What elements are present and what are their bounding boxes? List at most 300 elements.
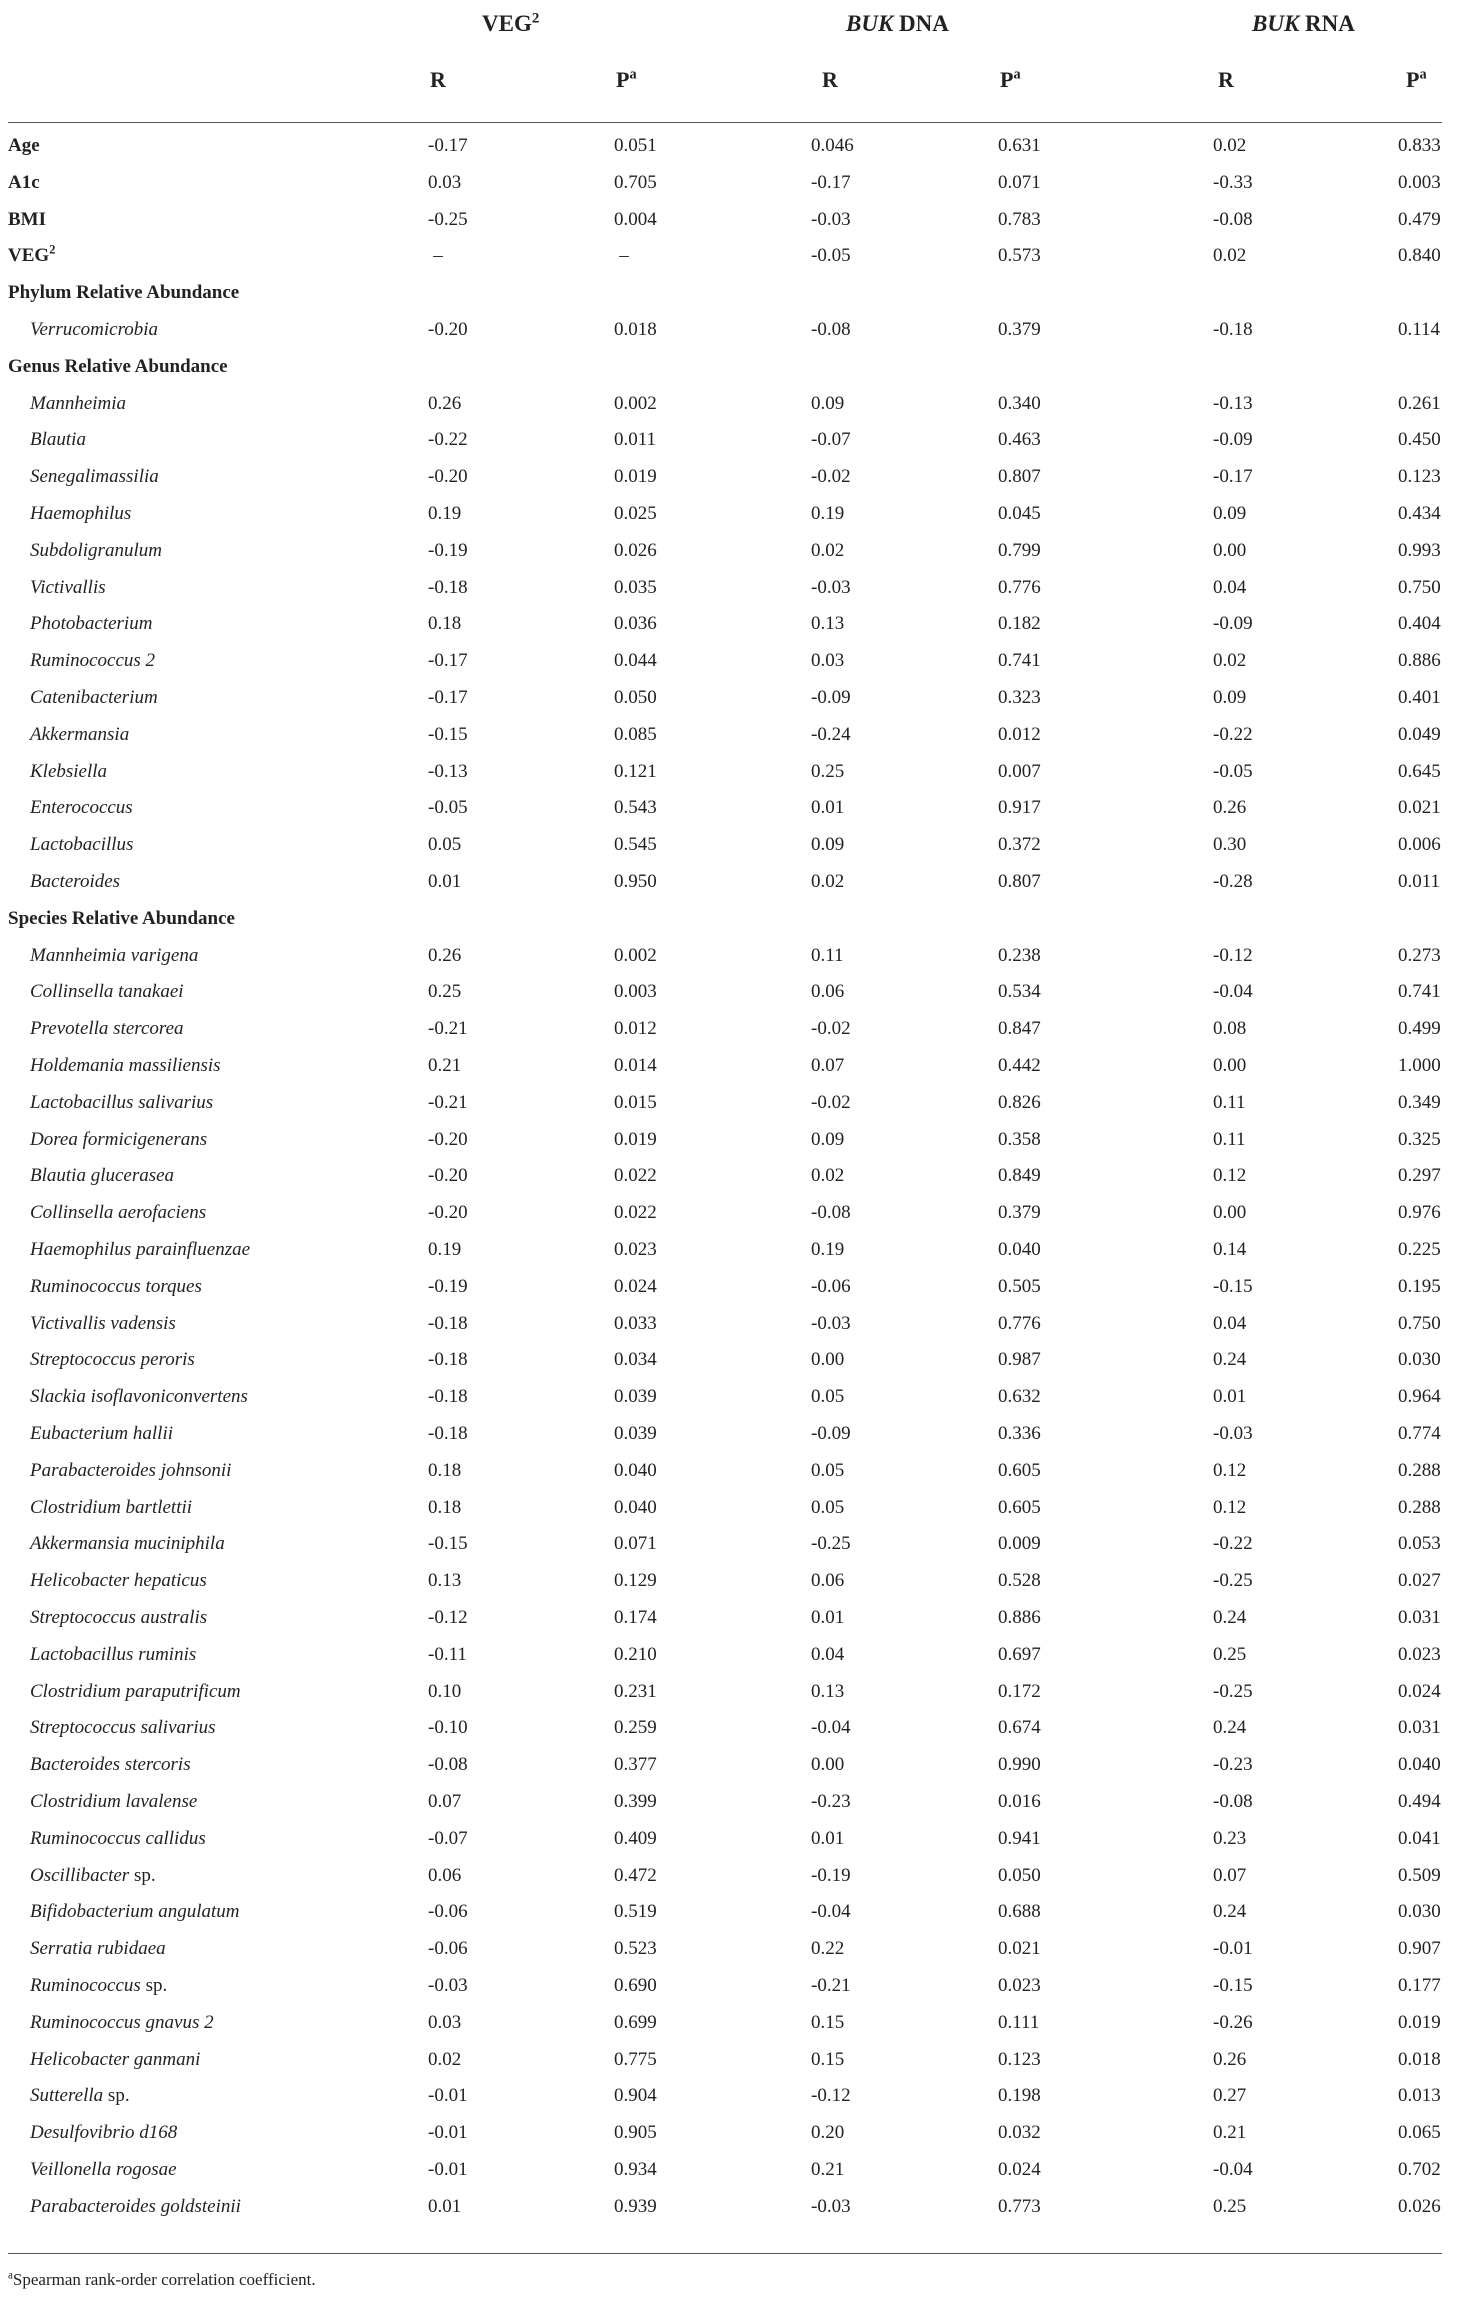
- row-label: Haemophilus parainfluenzae: [30, 1239, 251, 1260]
- table-cell: 0.21: [1213, 2122, 1247, 2144]
- table-cell: -0.24: [811, 723, 851, 745]
- table-cell: 0.18: [428, 1496, 462, 1518]
- table-cell: -0.19: [428, 1275, 468, 1297]
- table-cell: 0.07: [1213, 1864, 1247, 1886]
- table-cell: -0.20: [428, 319, 468, 340]
- table-cell: -0.03: [811, 576, 851, 598]
- table-cell: 0.111: [998, 2011, 1040, 2033]
- table-cell: 0.15: [811, 2011, 845, 2033]
- table-cell: 0.011: [1398, 871, 1441, 892]
- table-cell: 0.02: [811, 539, 845, 561]
- subheader-r-rna: R: [1218, 67, 1234, 92]
- table-cell: 0.20: [811, 2122, 845, 2144]
- table-cell: 0.24: [1213, 1717, 1247, 1739]
- row-label: Blautia glucerasea: [30, 1165, 175, 1187]
- table-cell: 0.12: [1213, 1496, 1247, 1518]
- table-row: [8, 1379, 1450, 1416]
- table-cell: 0.26: [1213, 2048, 1247, 2070]
- table-cell: 0.849: [998, 1165, 1041, 1187]
- table-cell: 0.225: [1398, 1239, 1441, 1260]
- table-cell: -0.09: [811, 1423, 851, 1444]
- table-row: [8, 238, 1450, 275]
- table-cell: 0.071: [998, 171, 1041, 193]
- table-cell: 0.605: [998, 1459, 1041, 1481]
- table-cell: 0.905: [614, 2122, 657, 2144]
- table-cell: 0.238: [998, 944, 1041, 966]
- row-label: Lactobacillus: [30, 834, 134, 856]
- row-label: Catenibacterium: [30, 687, 158, 708]
- table-cell: 0.401: [1398, 687, 1441, 708]
- row-label: Haemophilus: [30, 503, 132, 524]
- table-row: [8, 2005, 1450, 2042]
- table-cell: 0.25: [428, 981, 462, 1003]
- table-cell: 0.939: [614, 2195, 657, 2217]
- table-cell: -0.08: [1213, 1791, 1253, 1812]
- table-cell: 0.021: [1398, 797, 1441, 819]
- table-cell: 0.340: [998, 392, 1041, 414]
- table-cell: -0.03: [811, 2195, 851, 2217]
- table-row: [8, 680, 1450, 717]
- section-heading-row: [8, 901, 1450, 938]
- table-cell: -0.20: [428, 466, 468, 488]
- table-cell: 0.13: [811, 613, 845, 635]
- row-label: Streptococcus australis: [30, 1607, 208, 1628]
- table-row: [8, 606, 1450, 643]
- table-cell: 0.036: [614, 613, 657, 635]
- table-cell: 0.045: [998, 503, 1041, 524]
- row-label: Dorea formicigenerans: [30, 1128, 208, 1150]
- row-label: Klebsiella: [30, 760, 108, 782]
- row-label: Senegalimassilia: [30, 466, 159, 488]
- table-cell: 0.016: [998, 1791, 1041, 1812]
- table-cell: 0.01: [428, 2195, 462, 2217]
- table-cell: 0.645: [1398, 760, 1441, 782]
- table-cell: 0.18: [428, 613, 462, 635]
- table-cell: 0.050: [614, 687, 657, 708]
- table-cell: 0.011: [614, 429, 657, 451]
- table-cell: 0.379: [998, 1202, 1041, 1224]
- table-cell: 0.523: [614, 1938, 657, 1960]
- table-cell: 0.174: [614, 1607, 657, 1628]
- row-label: Lactobacillus salivarius: [30, 1091, 214, 1113]
- table-row: [8, 570, 1450, 607]
- table-row: [8, 938, 1450, 975]
- table-cell: 0.499: [1398, 1018, 1441, 1040]
- table-row: [8, 1416, 1450, 1453]
- table-cell: -0.17: [1213, 466, 1253, 488]
- table-cell: 0.25: [1213, 2195, 1247, 2217]
- table-cell: 0.776: [998, 576, 1041, 598]
- table-cell: –: [619, 245, 629, 267]
- table-cell: 0.018: [1398, 2048, 1441, 2070]
- table-cell: -0.03: [811, 1312, 851, 1334]
- header-buk-dna: BUK DNA: [846, 11, 949, 36]
- table-cell: 0.085: [614, 723, 657, 745]
- table-cell: 0.534: [998, 981, 1041, 1003]
- table-cell: -0.12: [428, 1607, 468, 1628]
- table-cell: 0.03: [811, 650, 845, 672]
- row-label: Ruminococcus torques: [30, 1275, 202, 1297]
- table-cell: -0.25: [811, 1533, 851, 1555]
- table-cell: 0.987: [998, 1349, 1041, 1371]
- table-cell: -0.26: [1213, 2011, 1253, 2033]
- table-cell: 0.02: [1213, 245, 1247, 267]
- table-cell: 0.024: [998, 2159, 1041, 2180]
- header-buk-rna: BUK RNA: [1252, 11, 1355, 36]
- table-cell: 0.705: [614, 171, 657, 193]
- table-cell: -0.01: [428, 2159, 468, 2180]
- table-cell: 0.231: [614, 1680, 657, 1702]
- row-label: Desulfovibrio d168: [30, 2122, 178, 2144]
- table-cell: -0.25: [1213, 1680, 1253, 1702]
- table-cell: 0.783: [998, 208, 1041, 230]
- table-cell: 0.288: [1398, 1496, 1441, 1518]
- table-cell: -0.08: [1213, 208, 1253, 230]
- row-label: Genus Relative Abundance: [8, 355, 228, 377]
- table-row: [8, 717, 1450, 754]
- table-cell: 0.404: [1398, 613, 1441, 635]
- table-cell: 0.799: [998, 539, 1041, 561]
- table-cell: 0.09: [811, 1128, 845, 1150]
- table-cell: 0.04: [811, 1643, 845, 1665]
- table-row: [8, 422, 1450, 459]
- table-cell: -0.03: [428, 1975, 468, 1996]
- table-cell: 0.261: [1398, 392, 1441, 414]
- subheader-r-veg: R: [430, 67, 446, 92]
- row-label: Holdemania massiliensis: [30, 1055, 221, 1076]
- table-cell: 0.807: [998, 466, 1041, 488]
- table-cell: -0.20: [428, 1165, 468, 1187]
- table-cell: -0.33: [1213, 171, 1253, 193]
- row-label: Ruminococcus sp.: [30, 1975, 168, 1996]
- table-cell: 0.325: [1398, 1128, 1441, 1150]
- table-cell: 0.379: [998, 319, 1041, 340]
- table-cell: 0.941: [998, 1827, 1041, 1849]
- row-label: Photobacterium: [30, 613, 153, 635]
- row-label: A1c: [8, 171, 40, 193]
- table-cell: 0.012: [614, 1018, 657, 1040]
- row-label: Akkermansia muciniphila: [30, 1533, 225, 1555]
- table-row: [8, 1710, 1450, 1747]
- table-cell: -0.13: [1213, 392, 1253, 414]
- table-cell: 0.993: [1398, 539, 1441, 561]
- table-cell: 0.11: [811, 944, 844, 966]
- table-cell: 0.702: [1398, 2159, 1441, 2180]
- table-cell: 0.050: [998, 1864, 1041, 1886]
- table-cell: 0.053: [1398, 1533, 1441, 1555]
- table-cell: 0.12: [1213, 1459, 1247, 1481]
- table-cell: -0.10: [428, 1717, 468, 1739]
- table-cell: 0.05: [811, 1386, 845, 1408]
- table-cell: 0.013: [1398, 2085, 1441, 2107]
- table-cell: 0.023: [614, 1239, 657, 1260]
- table-cell: 0.09: [811, 834, 845, 856]
- table-cell: 0.01: [811, 1827, 845, 1849]
- table-cell: 0.509: [1398, 1864, 1441, 1886]
- table-cell: -0.22: [1213, 1533, 1253, 1555]
- row-label: Mannheimia: [30, 392, 127, 414]
- table-cell: 0.377: [614, 1754, 657, 1776]
- table-cell: 0.024: [614, 1275, 657, 1297]
- table-cell: -0.18: [1213, 319, 1253, 340]
- table-cell: 0.014: [614, 1055, 657, 1076]
- table-cell: -0.05: [1213, 760, 1253, 782]
- table-cell: -0.07: [811, 429, 851, 451]
- table-cell: -0.01: [428, 2122, 468, 2144]
- table-cell: 0.022: [614, 1202, 657, 1224]
- table-cell: 0.750: [1398, 1312, 1441, 1334]
- table-cell: 0.372: [998, 834, 1041, 856]
- row-label: Ruminococcus callidus: [30, 1827, 206, 1849]
- table-cell: 0.123: [998, 2048, 1041, 2070]
- table-row: [8, 128, 1450, 165]
- table-cell: 0.01: [428, 871, 462, 892]
- table-cell: 0.041: [1398, 1827, 1441, 1849]
- row-label: Phylum Relative Abundance: [8, 282, 240, 304]
- table-cell: 0.19: [811, 503, 845, 524]
- table-cell: 0.463: [998, 429, 1041, 451]
- row-label: Clostridium paraputrificum: [30, 1680, 241, 1702]
- table-row: [8, 1600, 1450, 1637]
- table-row: [8, 1784, 1450, 1821]
- row-label: Species Relative Abundance: [8, 907, 235, 929]
- table-cell: 0.773: [998, 2195, 1041, 2217]
- table-cell: 0.776: [998, 1312, 1041, 1334]
- table-row: [8, 1894, 1450, 1931]
- table-cell: 0.11: [1213, 1128, 1246, 1150]
- table-row: [8, 2078, 1450, 2115]
- table-cell: 0.018: [614, 319, 657, 340]
- table-cell: 0.01: [811, 797, 845, 819]
- table-cell: 0.00: [811, 1754, 845, 1776]
- table-cell: -0.02: [811, 1018, 851, 1040]
- table-cell: -0.19: [811, 1864, 851, 1886]
- row-label: Ruminococcus 2: [30, 650, 156, 672]
- table-row: [8, 1306, 1450, 1343]
- table-cell: 0.04: [1213, 1312, 1247, 1334]
- table-cell: 0.24: [1213, 1901, 1247, 1923]
- table-cell: 0.30: [1213, 834, 1247, 856]
- table-cell: 0.02: [428, 2048, 462, 2070]
- table-cell: 0.022: [614, 1165, 657, 1187]
- table-cell: -0.18: [428, 1386, 468, 1408]
- table-cell: 0.00: [1213, 539, 1247, 561]
- table-cell: 0.741: [1398, 981, 1441, 1003]
- table-cell: -0.03: [1213, 1423, 1253, 1444]
- table-cell: –: [433, 245, 443, 267]
- table-cell: 0.13: [428, 1570, 462, 1592]
- table-cell: -0.22: [428, 429, 468, 451]
- row-label: Helicobacter hepaticus: [30, 1570, 207, 1592]
- table-cell: 0.847: [998, 1018, 1041, 1040]
- row-label: Collinsella aerofaciens: [30, 1202, 207, 1224]
- table-cell: 0.273: [1398, 944, 1441, 966]
- table-cell: 0.039: [614, 1386, 657, 1408]
- row-label: Serratia rubidaea: [30, 1938, 166, 1960]
- table-row: [8, 1342, 1450, 1379]
- table-cell: 0.505: [998, 1275, 1041, 1297]
- table-cell: -0.05: [428, 797, 468, 819]
- table-cell: -0.18: [428, 1312, 468, 1334]
- table-cell: -0.25: [428, 208, 468, 230]
- table-cell: -0.19: [428, 539, 468, 561]
- table-cell: 0.019: [614, 466, 657, 488]
- table-cell: 0.336: [998, 1423, 1041, 1444]
- table-cell: 0.177: [1398, 1975, 1441, 1996]
- subheader-p-veg: $P^a$: [616, 66, 637, 92]
- table-row: [8, 790, 1450, 827]
- table-cell: -0.15: [428, 1533, 468, 1555]
- table-cell: 0.03: [428, 171, 462, 193]
- table-cell: -0.09: [811, 687, 851, 708]
- table-cell: 0.05: [428, 834, 462, 856]
- row-label: Prevotella stercorea: [30, 1018, 184, 1040]
- table-row: [8, 1526, 1450, 1563]
- subheader-p-dna: $P^a$: [1000, 66, 1021, 92]
- table-cell: -0.15: [1213, 1975, 1253, 1996]
- table-cell: 0.434: [1398, 503, 1441, 524]
- table-cell: 0.00: [811, 1349, 845, 1371]
- table-cell: 0.450: [1398, 429, 1441, 451]
- table-cell: -0.04: [1213, 2159, 1253, 2180]
- table-cell: 0.019: [1398, 2011, 1441, 2033]
- row-label: Clostridium lavalense: [30, 1791, 198, 1812]
- table-cell: -0.28: [1213, 871, 1253, 892]
- row-label: Age: [8, 135, 40, 156]
- row-label: Ruminococcus gnavus 2: [30, 2011, 214, 2033]
- table-cell: -0.04: [1213, 981, 1253, 1003]
- table-row: [8, 1637, 1450, 1674]
- table-row: [8, 1674, 1450, 1711]
- table-cell: 0.18: [428, 1459, 462, 1481]
- table-cell: 0.24: [1213, 1349, 1247, 1371]
- table-cell: 0.012: [998, 723, 1041, 745]
- table-cell: -0.07: [428, 1827, 468, 1849]
- table-cell: 0.009: [998, 1533, 1041, 1555]
- row-label: Akkermansia: [30, 723, 130, 745]
- table-cell: -0.08: [811, 1202, 851, 1224]
- table-cell: 0.025: [614, 503, 657, 524]
- table-cell: -0.20: [428, 1128, 468, 1150]
- table-cell: 0.690: [614, 1975, 657, 1996]
- table-cell: 0.990: [998, 1754, 1041, 1776]
- table-cell: 0.442: [998, 1055, 1041, 1076]
- table-cell: 0.26: [1213, 797, 1247, 819]
- row-label: Bacteroides: [30, 871, 121, 892]
- table-row: [8, 2115, 1450, 2152]
- table-cell: 0.288: [1398, 1459, 1441, 1481]
- table-row: [8, 864, 1450, 901]
- table-cell: 0.840: [1398, 245, 1441, 267]
- table-cell: 0.08: [1213, 1018, 1247, 1040]
- table-cell: 0.479: [1398, 208, 1441, 230]
- table-row: [8, 2152, 1450, 2189]
- table-cell: -0.18: [428, 1349, 468, 1371]
- row-label: Victivallis vadensis: [30, 1312, 176, 1334]
- table-footnote: $^a$Spearman rank-order correlation coefficient.: [8, 2269, 316, 2289]
- table-row: [8, 1085, 1450, 1122]
- table-row: [8, 1453, 1450, 1490]
- table-row: [8, 2189, 1450, 2226]
- table-row: [8, 754, 1450, 791]
- table-row: [8, 312, 1450, 349]
- table-cell: 0.10: [428, 1680, 462, 1702]
- table-cell: -0.22: [1213, 723, 1253, 745]
- table-cell: -0.17: [811, 171, 851, 193]
- table-cell: 0.172: [998, 1680, 1041, 1702]
- table-cell: 0.02: [811, 1165, 845, 1187]
- row-label: Oscillibacter sp.: [30, 1864, 156, 1886]
- table-cell: 0.09: [1213, 503, 1247, 524]
- row-label: BMI: [8, 208, 46, 230]
- table-cell: 0.09: [1213, 687, 1247, 708]
- table-cell: 0.605: [998, 1496, 1041, 1518]
- table-cell: 0.19: [428, 1239, 462, 1260]
- table-cell: 0.14: [1213, 1239, 1247, 1260]
- table-cell: 0.026: [614, 539, 657, 561]
- table-cell: 0.27: [1213, 2085, 1247, 2107]
- table-cell: 0.03: [428, 2011, 462, 2033]
- table-cell: -0.12: [811, 2085, 851, 2107]
- table-cell: 0.032: [998, 2122, 1041, 2144]
- table-cell: 0.934: [614, 2159, 657, 2180]
- table-cell: 0.031: [1398, 1607, 1441, 1628]
- table-cell: 0.632: [998, 1386, 1041, 1408]
- table-cell: 0.039: [614, 1423, 657, 1444]
- table-cell: 0.02: [1213, 650, 1247, 672]
- table-cell: -0.08: [811, 319, 851, 340]
- table-row: [8, 1490, 1450, 1527]
- table-cell: 0.07: [428, 1791, 462, 1812]
- table-cell: 0.06: [811, 981, 845, 1003]
- table-cell: 0.19: [428, 503, 462, 524]
- table-row: [8, 1048, 1450, 1085]
- table-cell: -0.04: [811, 1717, 851, 1739]
- row-label: Helicobacter ganmani: [30, 2048, 201, 2070]
- table-cell: -0.15: [428, 723, 468, 745]
- table-cell: 0.543: [614, 797, 657, 819]
- table-cell: -0.08: [428, 1754, 468, 1776]
- table-cell: 0.358: [998, 1128, 1041, 1150]
- table-cell: -0.01: [428, 2085, 468, 2107]
- table-cell: 0.040: [614, 1496, 657, 1518]
- table-cell: 0.040: [614, 1459, 657, 1481]
- table-row: [8, 2042, 1450, 2079]
- table-cell: 0.06: [428, 1864, 462, 1886]
- row-label: Parabacteroides johnsonii: [30, 1459, 232, 1481]
- table-cell: 0.019: [614, 1128, 657, 1150]
- table-cell: 0.24: [1213, 1607, 1247, 1628]
- table-cell: 1.000: [1398, 1055, 1441, 1076]
- table-cell: 0.051: [614, 135, 657, 156]
- row-label: Slackia isoflavoniconvertens: [30, 1386, 248, 1408]
- table-cell: 0.198: [998, 2085, 1041, 2107]
- table-cell: 0.004: [614, 208, 657, 230]
- table-cell: 0.21: [428, 1055, 462, 1076]
- table-cell: 0.05: [811, 1459, 845, 1481]
- table-cell: -0.23: [1213, 1754, 1253, 1776]
- table-cell: 0.545: [614, 834, 657, 856]
- table-cell: 0.024: [1398, 1680, 1441, 1702]
- table-cell: 0.015: [614, 1091, 657, 1113]
- row-label: Subdoligranulum: [30, 539, 162, 561]
- table-row: [8, 1931, 1450, 1968]
- table-cell: 0.13: [811, 1680, 845, 1702]
- table-cell: -0.21: [428, 1018, 468, 1040]
- table-cell: 0.026: [1398, 2195, 1441, 2217]
- table-row: [8, 165, 1450, 202]
- row-label: Victivallis: [30, 576, 106, 598]
